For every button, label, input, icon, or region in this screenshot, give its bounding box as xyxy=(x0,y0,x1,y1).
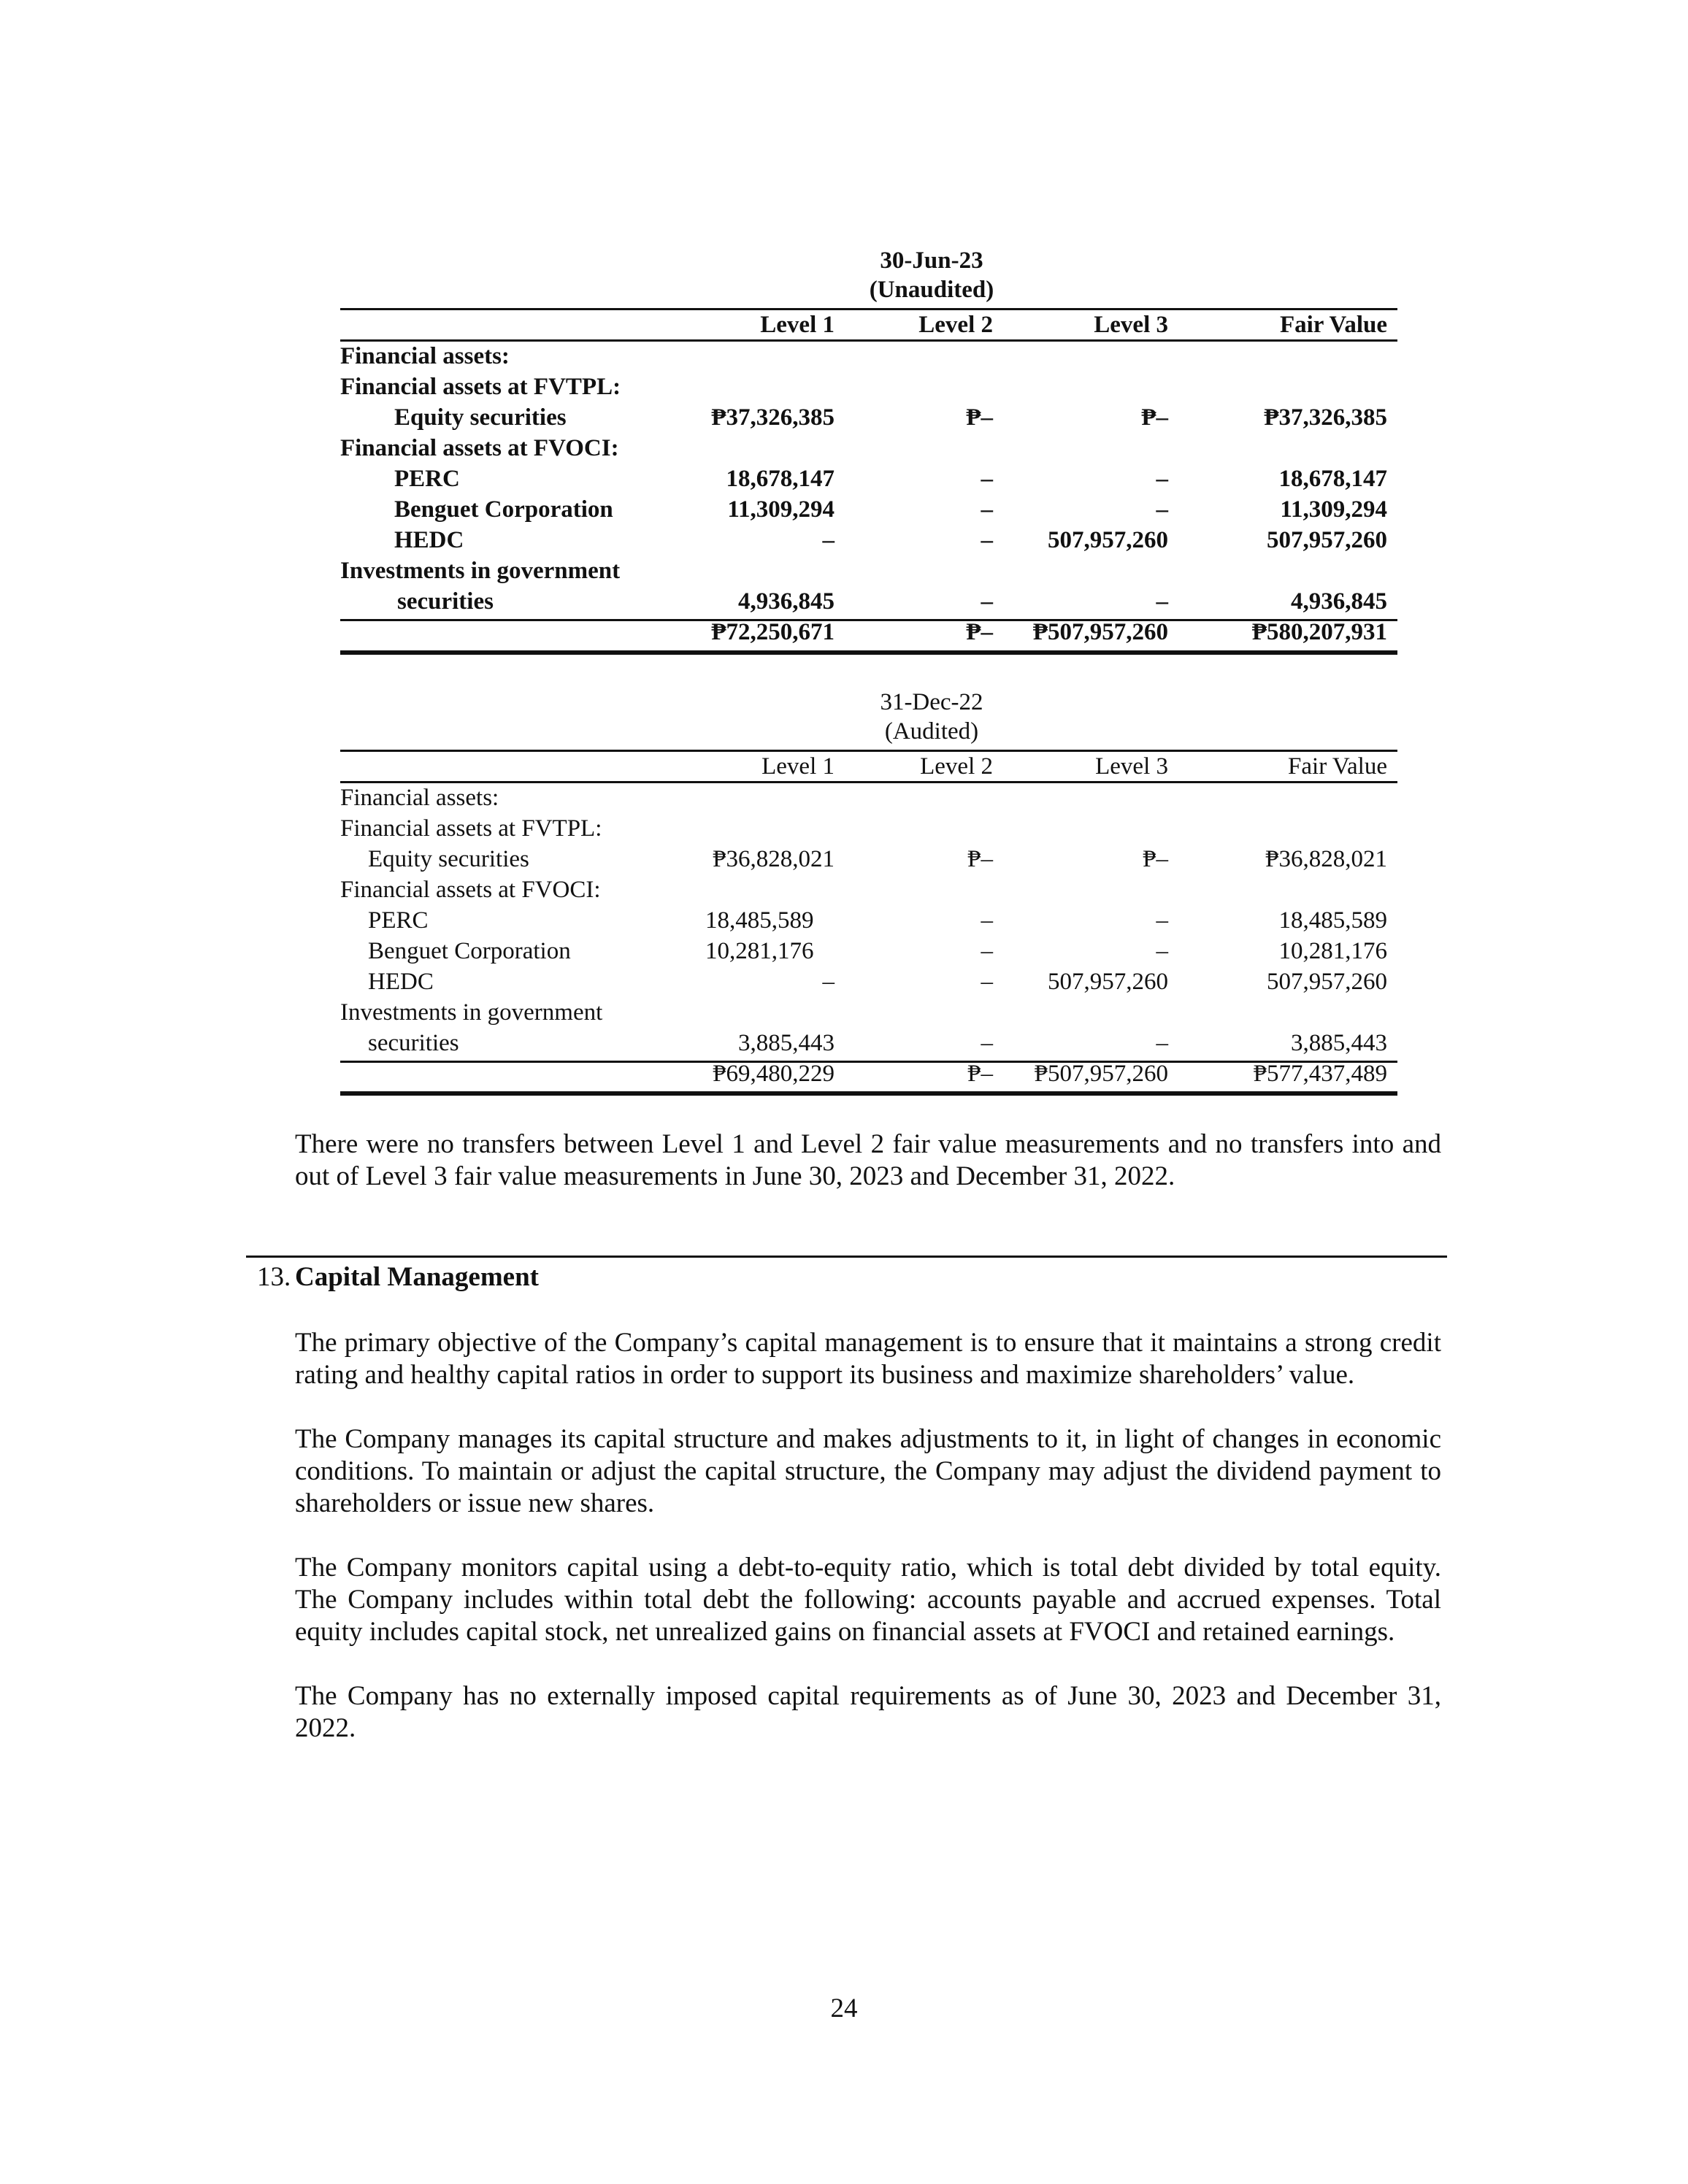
total-level-3: ₱507,957,260 xyxy=(1032,619,1168,645)
cell-level-1: 11,309,294 xyxy=(727,496,835,523)
column-header-level-1: Level 1 xyxy=(760,312,835,338)
section-title: Capital Management xyxy=(295,1262,539,1292)
cell-level-2: – xyxy=(981,527,993,553)
row-label: Investments in government xyxy=(340,558,621,584)
row-label: Financial assets at FVOCI: xyxy=(340,877,601,903)
transfers-note: There were no transfers between Level 1 and Level 2 fair value measurements and no transfers into and out of Level 3 fair value measurements in June 30, 2023 and December 31, 2022. xyxy=(295,1129,1441,1191)
table-row xyxy=(340,494,1397,525)
cell-level-1: 18,485,589 xyxy=(705,907,814,934)
header-rule xyxy=(340,750,1397,752)
cell-level-2: – xyxy=(981,466,993,492)
row-label: Financial assets at FVTPL: xyxy=(340,374,621,400)
table-header xyxy=(340,246,1397,341)
cell-fair-value: 10,281,176 xyxy=(1278,938,1387,964)
row-label: Financial assets at FVTPL: xyxy=(340,815,602,842)
column-header-fair-value: Fair Value xyxy=(1279,312,1387,338)
row-label: Financial assets at FVOCI: xyxy=(340,435,619,461)
table-row xyxy=(340,1028,1397,1058)
cell-fair-value: 11,309,294 xyxy=(1280,496,1387,523)
total-level-1: ₱69,480,229 xyxy=(713,1061,835,1087)
column-header-level-3: Level 3 xyxy=(1094,312,1168,338)
section-number: 13. xyxy=(257,1262,291,1292)
cell-level-3: – xyxy=(1156,1030,1168,1056)
cell-level-3: – xyxy=(1156,907,1168,934)
table-body xyxy=(340,783,1397,1089)
row-label: Equity securities xyxy=(394,404,567,431)
column-header-fair-value: Fair Value xyxy=(1288,753,1387,780)
section-heading xyxy=(257,1261,539,1293)
paragraph: The Company monitors capital using a debt-to-equity ratio, which is total debt divided by total equity. The Company includes within total debt the following: accounts payable and accrued expenses. Total equity includes capital stock, net unrealized gains on financial assets at FVOCI and retained earnings. xyxy=(295,1553,1441,1647)
table-status: (Audited) xyxy=(884,718,979,745)
cell-level-1: 4,936,845 xyxy=(738,588,835,615)
row-label: PERC xyxy=(394,466,460,492)
subtotal-rule xyxy=(340,619,1397,621)
column-header-level-3: Level 3 xyxy=(1095,753,1168,780)
table-row xyxy=(340,936,1397,966)
subtotal-rule xyxy=(340,1061,1397,1063)
cell-level-2: – xyxy=(981,588,993,615)
cell-level-3: – xyxy=(1156,496,1168,523)
table-row xyxy=(340,402,1397,433)
row-label: Benguet Corporation xyxy=(394,496,613,523)
cell-level-3: 507,957,260 xyxy=(1048,969,1168,995)
page-number: 24 xyxy=(830,1993,858,2023)
cell-level-3: ₱– xyxy=(1141,404,1168,431)
column-header-level-2: Level 2 xyxy=(918,312,993,338)
table-row xyxy=(340,874,1397,905)
cell-level-2: – xyxy=(981,907,993,934)
table-row xyxy=(340,464,1397,494)
row-label: Benguet Corporation xyxy=(368,938,571,964)
cell-fair-value: 3,885,443 xyxy=(1291,1030,1387,1056)
table-row xyxy=(340,905,1397,936)
table-row xyxy=(340,783,1397,813)
table-row xyxy=(340,525,1397,555)
row-label: PERC xyxy=(368,907,429,934)
total-fair-value: ₱577,437,489 xyxy=(1253,1061,1387,1087)
cell-fair-value: 507,957,260 xyxy=(1267,527,1387,553)
total-level-3: ₱507,957,260 xyxy=(1034,1061,1168,1087)
cell-level-3: – xyxy=(1156,588,1168,615)
total-double-rule xyxy=(340,1091,1397,1096)
table-body xyxy=(340,341,1397,647)
cell-level-1: 10,281,176 xyxy=(705,938,814,964)
total-double-rule xyxy=(340,650,1397,655)
cell-fair-value: 18,485,589 xyxy=(1278,907,1387,934)
row-label: Investments in government xyxy=(340,999,603,1026)
total-fair-value: ₱580,207,931 xyxy=(1251,619,1387,645)
section-divider xyxy=(246,1256,1447,1258)
cell-level-3: 507,957,260 xyxy=(1048,527,1168,553)
table-row xyxy=(340,813,1397,844)
cell-level-3: ₱– xyxy=(1143,846,1168,872)
table-row xyxy=(340,586,1397,617)
row-label: HEDC xyxy=(394,527,464,553)
cell-fair-value: ₱36,828,021 xyxy=(1265,846,1387,872)
cell-level-2: ₱– xyxy=(967,846,993,872)
total-level-2: ₱– xyxy=(966,619,993,645)
row-label: HEDC xyxy=(368,969,434,995)
paragraph: The Company has no externally imposed capital requirements as of June 30, 2023 and December 31, 2022. xyxy=(295,1681,1441,1743)
table-date: 31-Dec-22 xyxy=(880,689,983,715)
fair-value-table-dec-2022 xyxy=(340,688,1397,1089)
cell-level-1: 3,885,443 xyxy=(738,1030,835,1056)
table-row xyxy=(340,433,1397,464)
cell-level-3: – xyxy=(1156,466,1168,492)
cell-fair-value: 4,936,845 xyxy=(1291,588,1387,615)
cell-level-1: ₱36,828,021 xyxy=(713,846,835,872)
paragraph: The Company manages its capital structure and makes adjustments to it, in light of changes in economic conditions. To maintain or adjust the capital structure, the Company may adjust the dividend payment to shareholders or issue new shares. xyxy=(295,1424,1441,1518)
table-row xyxy=(340,555,1397,586)
cell-level-2: ₱– xyxy=(966,404,993,431)
cell-fair-value: 507,957,260 xyxy=(1267,969,1387,995)
column-header-level-1: Level 1 xyxy=(761,753,835,780)
table-row xyxy=(340,844,1397,874)
table-date: 30-Jun-23 xyxy=(880,247,983,274)
total-row xyxy=(340,1058,1397,1089)
table-row xyxy=(340,997,1397,1028)
cell-level-2: – xyxy=(981,938,993,964)
cell-level-1: 18,678,147 xyxy=(726,466,835,492)
total-level-1: ₱72,250,671 xyxy=(711,619,835,645)
paragraph: The primary objective of the Company’s capital management is to ensure that it maintains a strong credit rating and healthy capital ratios in order to support its business and maximize shareholders’ value. xyxy=(295,1328,1441,1390)
row-label: securities xyxy=(368,1030,459,1056)
cell-fair-value: 18,678,147 xyxy=(1278,466,1387,492)
fair-value-table-jun-2023 xyxy=(340,246,1397,647)
cell-level-2: – xyxy=(981,1030,993,1056)
cell-fair-value: ₱37,326,385 xyxy=(1264,404,1387,431)
total-row xyxy=(340,617,1397,647)
cell-level-1: – xyxy=(822,527,835,553)
table-row xyxy=(340,372,1397,402)
table-status: (Unaudited) xyxy=(869,277,994,303)
row-label: Financial assets: xyxy=(340,343,510,369)
table-header xyxy=(340,688,1397,783)
cell-level-3: – xyxy=(1156,938,1168,964)
row-label: Equity securities xyxy=(368,846,529,872)
row-label: securities xyxy=(397,588,494,615)
total-level-2: ₱– xyxy=(967,1061,993,1087)
column-header-level-2: Level 2 xyxy=(920,753,993,780)
table-row xyxy=(340,966,1397,997)
cell-level-1: – xyxy=(822,969,835,995)
table-row xyxy=(340,341,1397,372)
cell-level-1: ₱37,326,385 xyxy=(711,404,835,431)
cell-level-2: – xyxy=(981,969,993,995)
header-rule xyxy=(340,308,1397,310)
cell-level-2: – xyxy=(981,496,993,523)
row-label: Financial assets: xyxy=(340,785,499,811)
